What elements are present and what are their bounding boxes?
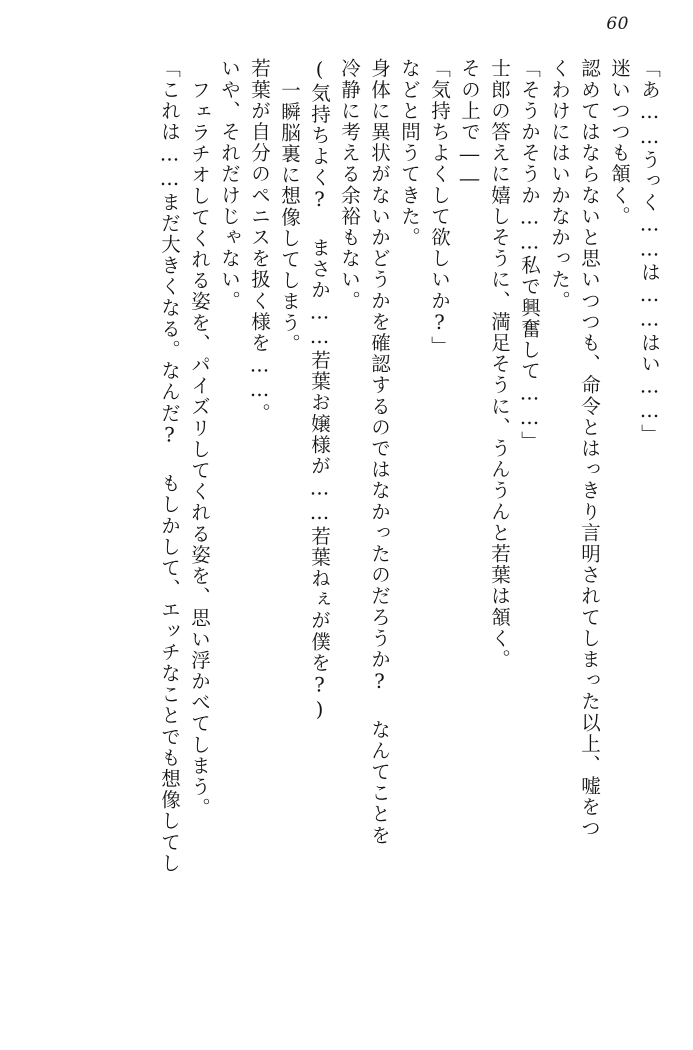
text-line: フェラチオしてくれる姿を、パイズリしてくれる姿を、思い浮かべてしまう。 [188, 80, 211, 819]
text-line: その上で―― [458, 58, 481, 192]
text-line: 「気持ちよくして欲しいか?」 [428, 58, 451, 357]
text-line: 「これは……まだ大きくなる。なんだ? もしかして、エッチなことでも想像してし [158, 58, 181, 874]
text-line: 迷いつつも頷く。 [608, 58, 631, 227]
text-line: 認めてはならないと思いつつも、命令とはっきり言明されてしまった以上、嘘をつ [578, 58, 601, 839]
text-line: 若葉が自分のペニスを扱く様を……。 [248, 58, 271, 424]
text-line: (気持ちよく? まさか……若葉お嬢様が……若葉ねぇが僕を?) [308, 58, 331, 723]
text-line: くわけにはいかなかった。 [548, 58, 571, 312]
text-line: 「あ……うっく……は……はい……」 [638, 58, 661, 445]
text-line: いや、それだけじゃない。 [218, 58, 241, 312]
text-line: 「そうかそうか……私で興奮して……」 [518, 58, 541, 452]
page-number: 60 [606, 14, 629, 34]
text-line: などと問うてきた。 [398, 58, 421, 248]
text-line: 冷静に考える余裕もない。 [338, 58, 361, 312]
text-line: 士郎の答えに嬉しそうに、満足そうに、うんうんと若葉は頷く。 [488, 58, 511, 670]
body-text-block [34, 58, 659, 1028]
text-line: 身体に異状がないかどうかを確認するのではなかったのだろうか? なんてことを [368, 58, 391, 846]
text-line: 一瞬脳裏に想像してしまう。 [278, 80, 301, 355]
